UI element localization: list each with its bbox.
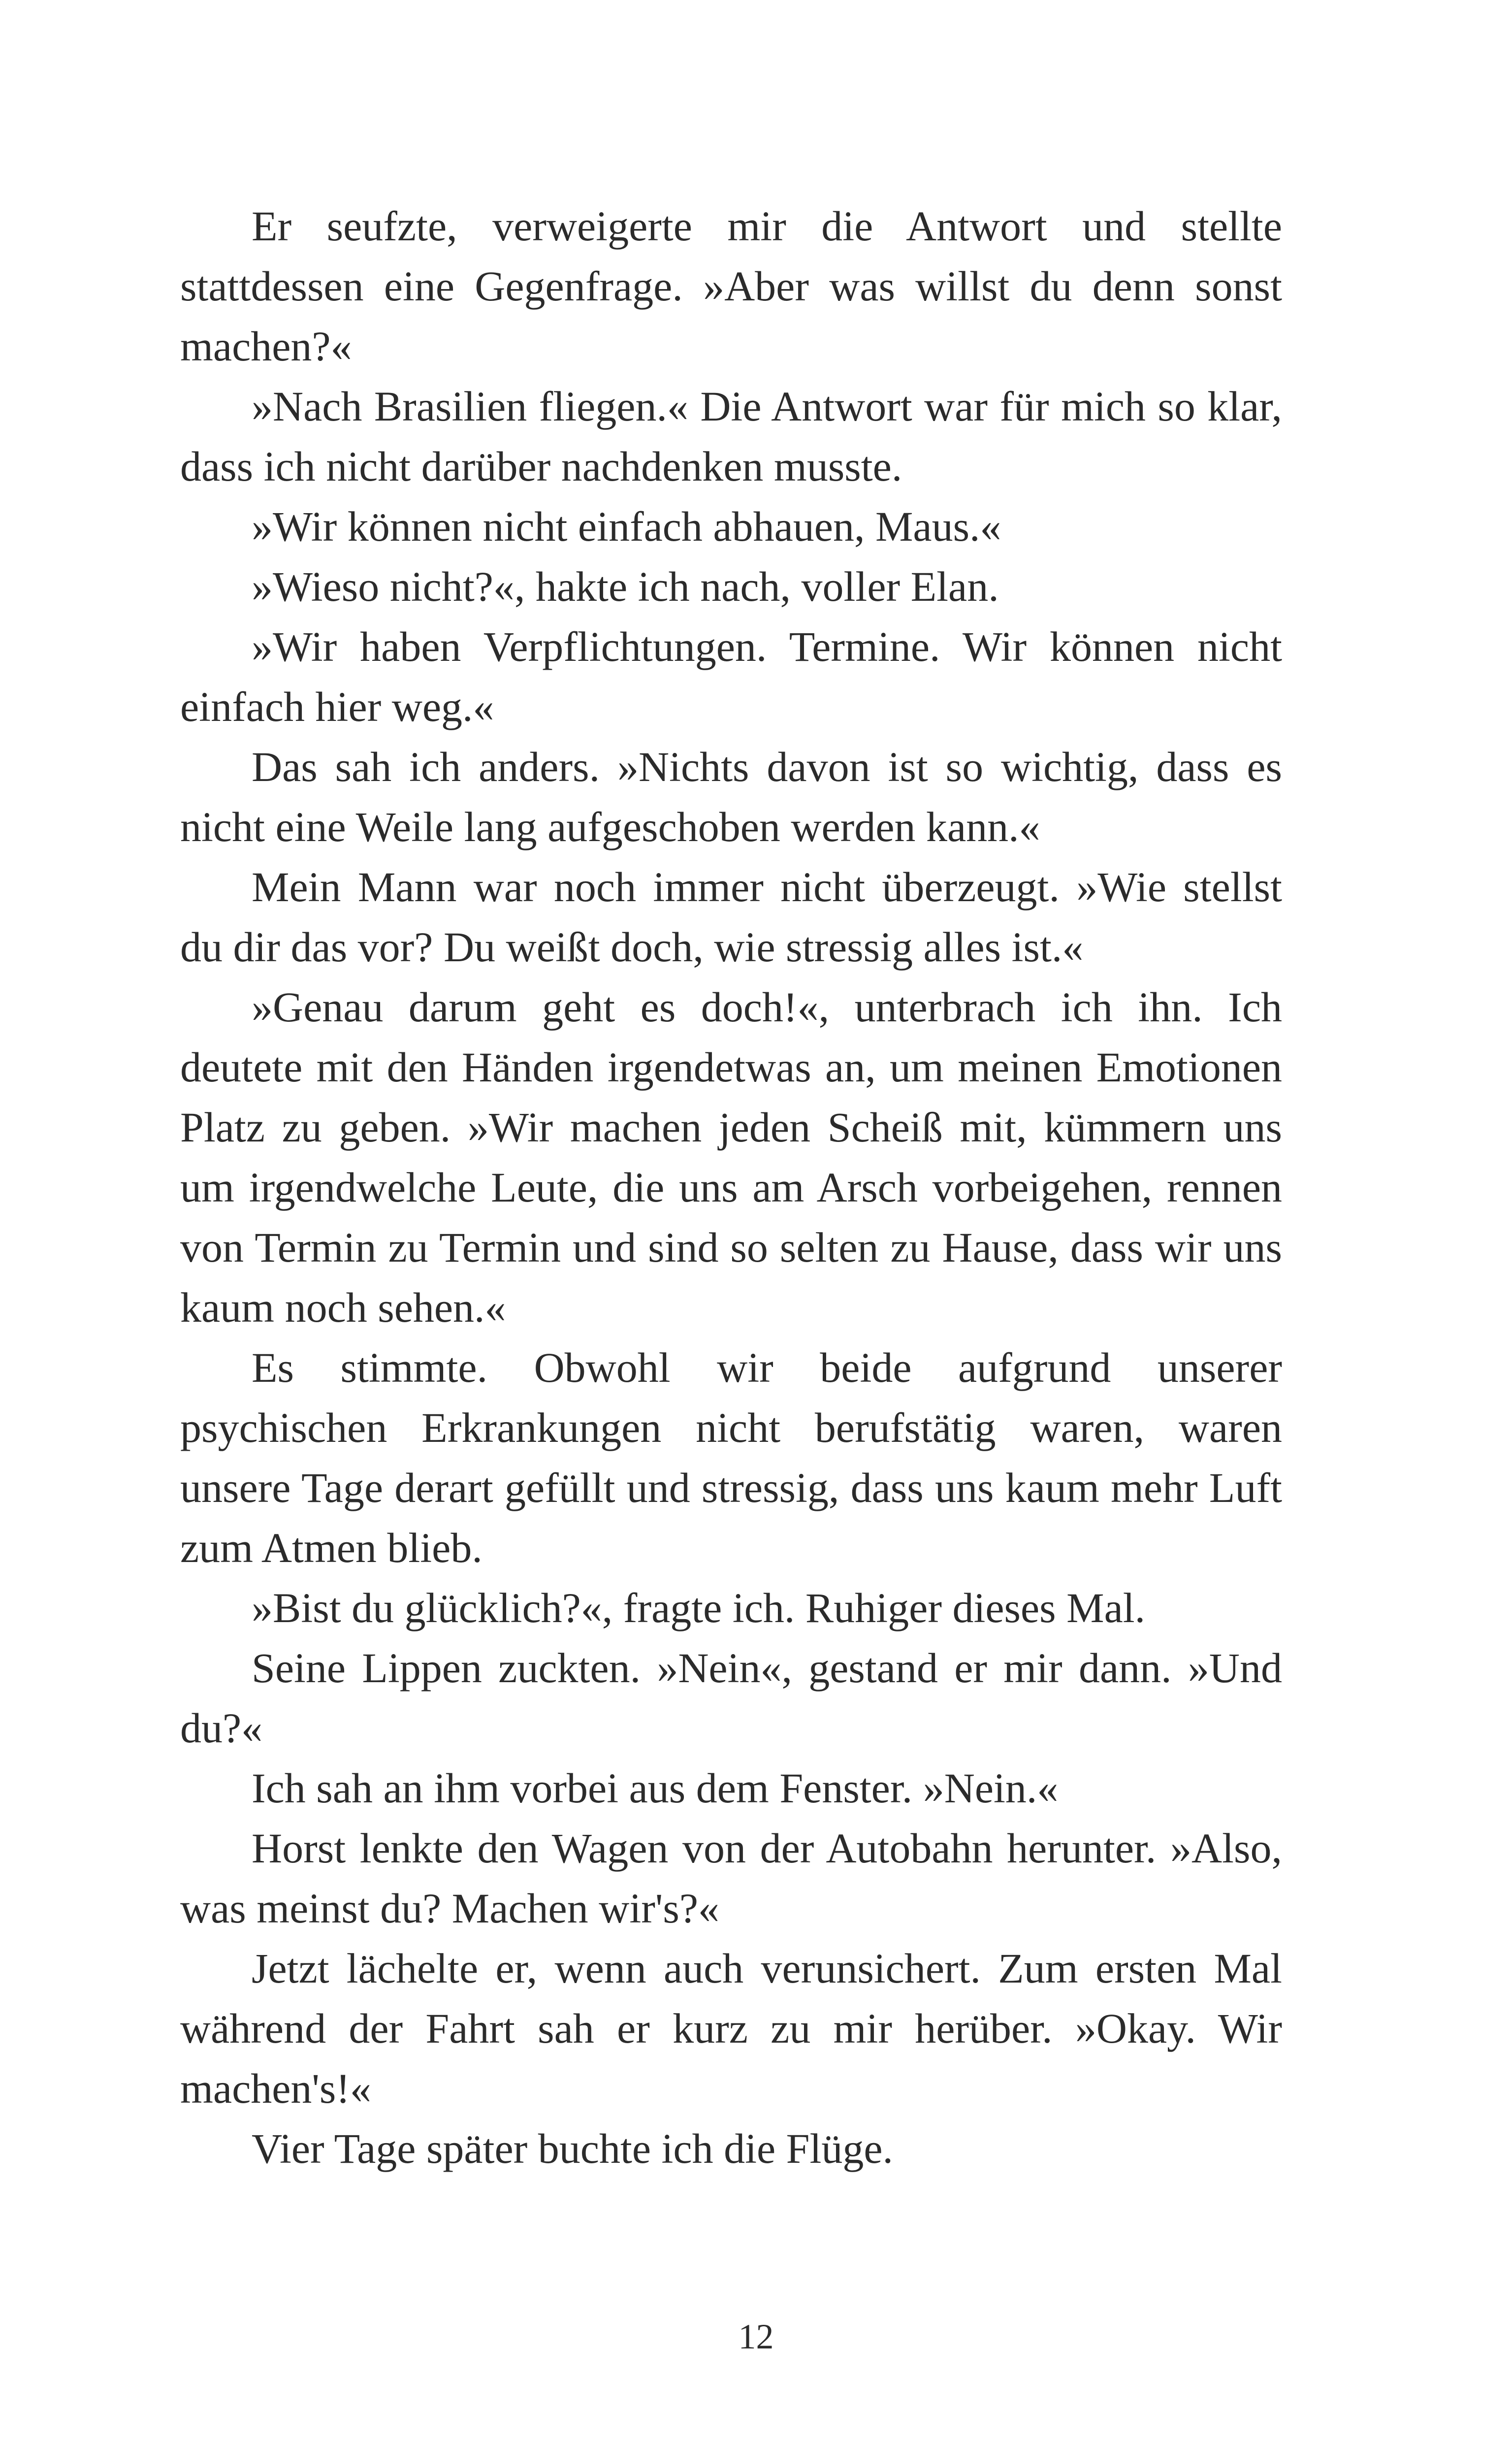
- paragraph: »Wieso nicht?«, hakte ich nach, voller Elan.: [252, 563, 999, 610]
- body-text: [180, 196, 1282, 2179]
- paragraph: »Bist du glücklich?«, fragte ich. Ruhiger dieses Mal.: [252, 1584, 1146, 1631]
- paragraph: Jetzt lächelte er, wenn auch verunsichert. Zum ersten Mal während der Fahrt sah er kurz zu mir herüber. »Okay. Wir machen's!«: [180, 1945, 1282, 2112]
- paragraph: Das sah ich anders. »Nichts davon ist so wichtig, dass es nicht eine Weile lang aufgeschoben werden kann.«: [180, 743, 1282, 850]
- paragraph: Horst lenkte den Wagen von der Autobahn herunter. »Also, was meinst du? Machen wir's?«: [180, 1824, 1282, 1932]
- paragraph: Es stimmte. Obwohl wir beide aufgrund unserer psychischen Erkrankungen nicht berufstätig waren, waren unsere Tage derart gefüllt und stressig, dass uns kaum mehr Luft zum Atmen blieb.: [180, 1344, 1282, 1571]
- paragraph: »Wir können nicht einfach abhauen, Maus.«: [252, 503, 1001, 550]
- paragraph: »Genau darum geht es doch!«, unterbrach ich ihn. Ich deutete mit den Händen irgendetwas an, um meinen Emotionen Platz zu geben. »Wir machen jeden Scheiß mit, kümmern uns um irgendwelche Leute, die uns am Arsch vorbeigehen, rennen von Termin zu Termin und sind so selten zu Hause, dass wir uns kaum noch sehen.«: [180, 983, 1282, 1331]
- paragraph: Mein Mann war noch immer nicht überzeugt. »Wie stellst du dir das vor? Du weißt doch, wie stressig alles ist.«: [180, 863, 1282, 971]
- paragraph: »Nach Brasilien fliegen.« Die Antwort war für mich so klar, dass ich nicht darüber nachdenken musste.: [180, 383, 1282, 490]
- paragraph: Er seufzte, verweigerte mir die Antwort und stellte stattdessen eine Gegenfrage. »Aber was willst du denn sonst machen?«: [180, 202, 1282, 370]
- page-number: 12: [738, 2317, 774, 2356]
- paragraph: Ich sah an ihm vorbei aus dem Fenster. »Nein.«: [252, 1764, 1059, 1812]
- paragraph: Seine Lippen zuckten. »Nein«, gestand er mir dann. »Und du?«: [180, 1644, 1282, 1752]
- paragraph: Vier Tage später buchte ich die Flüge.: [252, 2125, 894, 2172]
- paragraph: »Wir haben Verpflichtungen. Termine. Wir können nicht einfach hier weg.«: [180, 623, 1282, 730]
